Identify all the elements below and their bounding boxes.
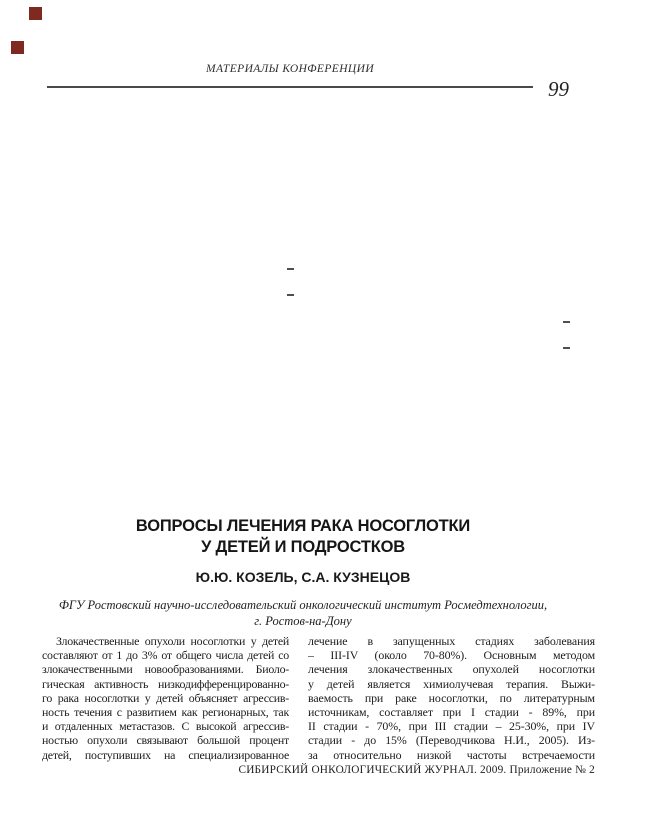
body-line: источникам, составляет при I стадии - 89%, при: [308, 705, 595, 720]
affiliation-line-1: ФГУ Ростовский научно-исследовательский онкологический институт Росмедтехнологии,: [58, 598, 548, 612]
body-line: гическая активность низкодифференцированно-: [42, 676, 289, 691]
body-line: – III-IV (около 70-80%). Основным методом: [308, 648, 595, 663]
stray-dash-mark: [563, 321, 570, 323]
body-line: го рака носоглотки у детей объясняет агрессив-: [42, 690, 289, 705]
running-title: МАТЕРИАЛЫ КОНФЕРЕНЦИИ: [205, 63, 375, 75]
body-line: стадии - до 15% (Переводчикова Н.И., 2005). Из-: [308, 733, 595, 748]
header-rule: [47, 86, 533, 88]
article-title-line-2: У ДЕТЕЙ И ПОДРОСТКОВ: [201, 538, 405, 556]
red-artifact-square: [29, 7, 42, 20]
body-line: составляют от 1 до 3% от общего числа детей со: [42, 648, 289, 663]
right-column: [308, 634, 595, 762]
body-line: ность течения с развитием как регионарных, так: [42, 705, 289, 720]
body-line: злокачественными новообразованиями. Биоло-: [42, 662, 289, 677]
left-column: [42, 634, 289, 762]
body-line: и отдаленных метастазов. С высокой агрессив-: [42, 719, 289, 734]
footer-journal-line: СИБИРСКИЙ ОНКОЛОГИЧЕСКИЙ ЖУРНАЛ. 2009. Приложение № 2: [238, 764, 595, 776]
article-title-line-1: ВОПРОСЫ ЛЕЧЕНИЯ РАКА НОСОГЛОТКИ: [135, 517, 471, 535]
body-columns: [42, 634, 595, 762]
body-line: II стадии - 70%, при III стадии – 25-30%, при IV: [308, 719, 595, 734]
stray-dash-mark: [287, 294, 294, 296]
body-line: ваемость при раке носоглотки, по литературным: [308, 690, 595, 705]
body-line: Злокачественные опухоли носоглотки у детей: [56, 634, 289, 648]
page-number: 99: [548, 77, 569, 101]
stray-dash-mark: [563, 347, 570, 349]
article-title: [35, 516, 571, 558]
affiliation: [35, 598, 571, 629]
red-artifact-square: [11, 41, 24, 54]
stray-dash-mark: [287, 268, 294, 270]
body-line: лечения злокачественных опухолей носоглотки: [308, 662, 595, 677]
body-line: лечение в запущенных стадиях заболевания: [308, 634, 595, 648]
body-line: у детей является химиолучевая терапия. Выжи-: [308, 676, 595, 691]
authors-line: Ю.Ю. КОЗЕЛЬ, С.А. КУЗНЕЦОВ: [195, 569, 411, 585]
body-line: ностью опухоли связывают большой процент: [42, 733, 289, 748]
body-line: детей, поступивших на специализированное: [42, 747, 289, 762]
affiliation-line-2: г. Ростов-на-Дону: [254, 613, 352, 628]
body-line: за относительно низкой частоты встречаемости: [308, 747, 595, 762]
